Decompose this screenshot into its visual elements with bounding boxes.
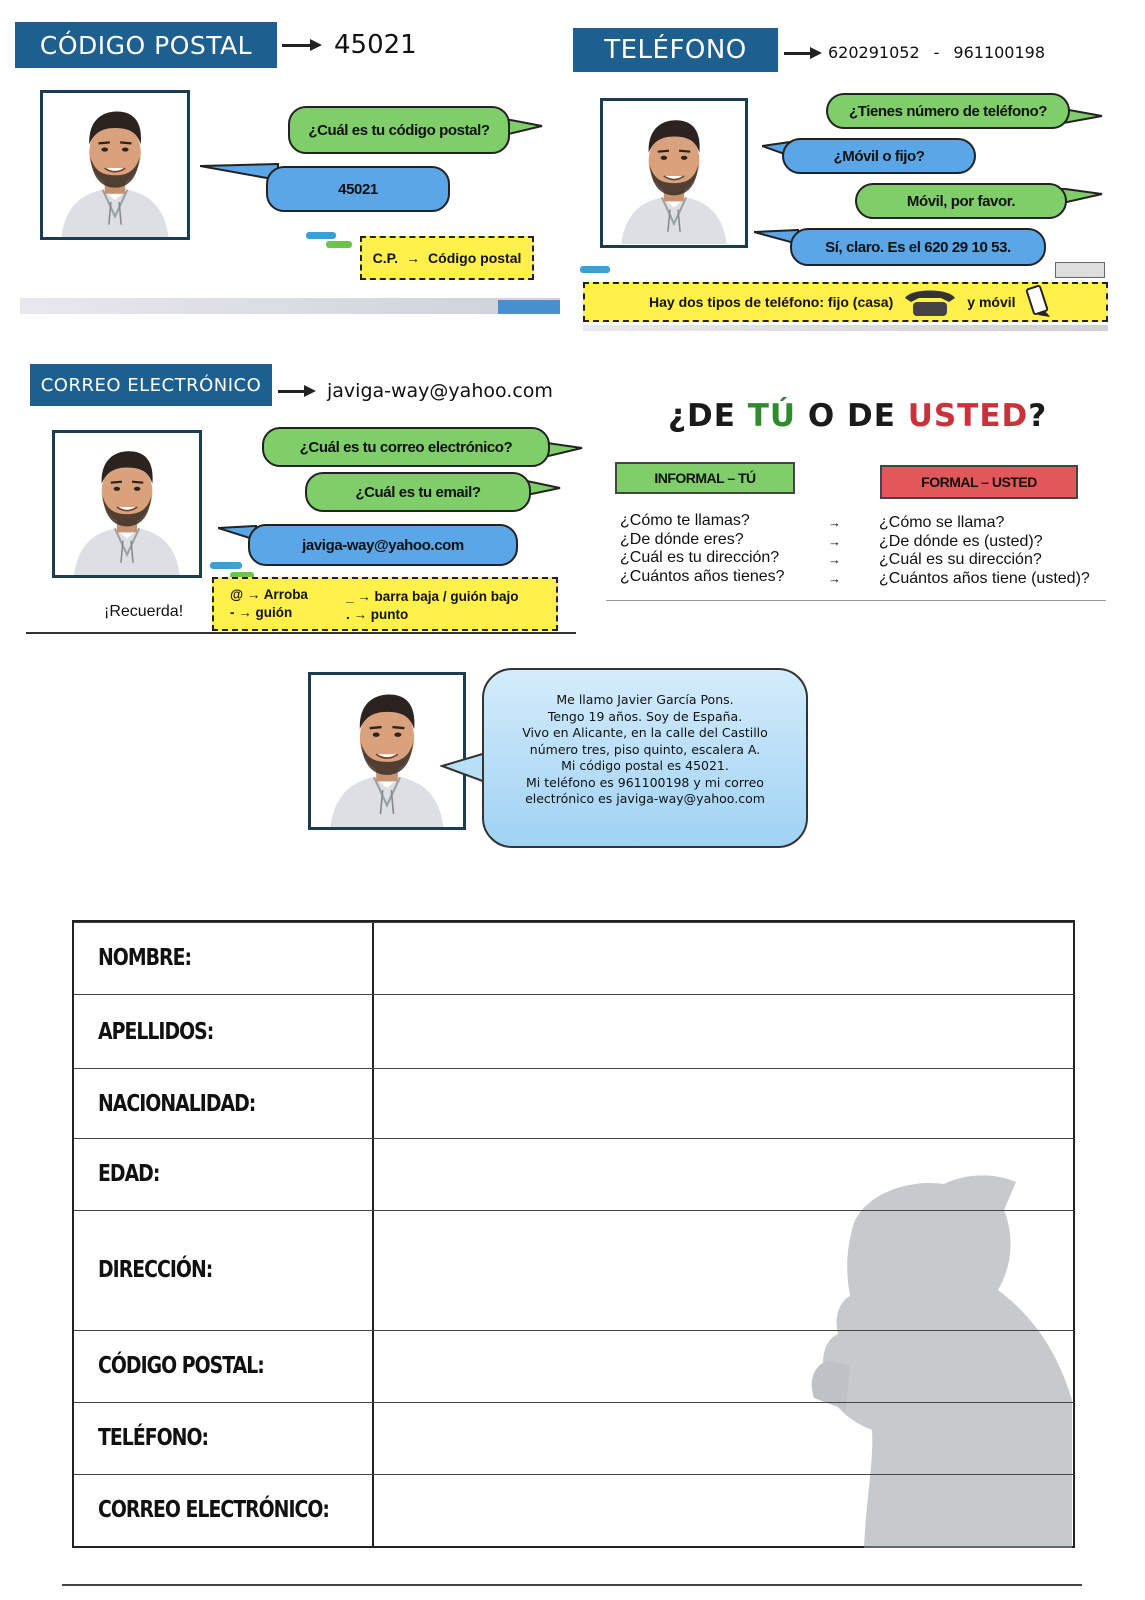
arrow-right-icon: → — [828, 515, 841, 530]
form-row-nacionalidad — [74, 1068, 1074, 1138]
formal-tag: FORMAL – USTED — [880, 465, 1078, 499]
form-row-correo — [74, 1474, 1074, 1548]
phone-bubble-2: ¿Móvil o fijo? — [782, 138, 976, 174]
strip-accent — [498, 300, 560, 314]
informal-tag: INFORMAL – TÚ — [615, 462, 795, 494]
phone-bubble-1: ¿Tienes número de teléfono? — [826, 93, 1070, 129]
form-input-nacionalidad[interactable] — [374, 1069, 1074, 1139]
form-label: NOMBRE: — [98, 945, 192, 971]
note-at: @ → Arroba — [230, 587, 308, 602]
intro-line: Mi código postal es 45021. — [561, 758, 729, 773]
arrow-right-icon: → — [828, 533, 841, 549]
intro-line: Vivo en Alicante, en la calle del Castillo — [522, 725, 768, 740]
arrow-right-icon — [278, 390, 306, 393]
email-symbols-note — [212, 577, 558, 631]
form-input-codigo-postal[interactable] — [374, 1331, 1074, 1403]
phone-header: TELÉFONO — [573, 28, 778, 72]
form-label: APELLIDOS: — [98, 1019, 214, 1045]
divider-line — [26, 632, 576, 634]
informal-question: ¿Cuántos años tienes? — [620, 567, 785, 585]
formal-question: ¿Cómo se llama? — [879, 514, 1005, 531]
intro-line: número tres, piso quinto, escalera A. — [529, 741, 761, 757]
postal-question-bubble: ¿Cuál es tu código postal? — [288, 106, 510, 154]
formal-question: ¿De dónde es (usted)? — [879, 532, 1043, 550]
phone-header-values — [828, 43, 1045, 62]
phone-bubble-4: Sí, claro. Es el 620 29 10 53. — [790, 228, 1046, 266]
form-input-edad[interactable] — [374, 1139, 1074, 1211]
phone-landline-value: 961100198 — [953, 43, 1046, 62]
page-strip — [583, 325, 1108, 331]
form-label: CÓDIGO POSTAL: — [98, 1353, 264, 1379]
form-label: EDAD: — [98, 1161, 160, 1187]
postal-code-header: CÓDIGO POSTAL — [15, 22, 277, 68]
phone-note — [583, 282, 1108, 322]
arrow-right-icon: → — [828, 570, 841, 586]
arrow-right-icon: → — [828, 552, 841, 567]
phone-mobile-value: 620291052 — [828, 43, 920, 62]
note-full: Código postal — [428, 250, 522, 266]
email-bubble-3: javiga-way@yahoo.com — [248, 524, 518, 566]
divider-line — [606, 600, 1106, 601]
note-underscore: _ → barra baja / guión bajo — [346, 589, 519, 604]
page-strip — [20, 298, 560, 314]
marker-decoration — [326, 241, 352, 248]
marker-decoration — [306, 232, 336, 239]
marker-decoration — [210, 562, 242, 569]
form-input-nombre[interactable] — [374, 923, 1074, 995]
bottom-rule — [62, 1584, 1082, 1586]
form-label: NACIONALIDAD: — [98, 1091, 256, 1117]
note-dash: - → guión — [230, 605, 293, 620]
form-input-telefono[interactable] — [374, 1403, 1074, 1475]
form-row-codigo-postal — [74, 1330, 1074, 1402]
portrait-photo — [52, 430, 202, 578]
postal-answer-bubble: 45021 — [266, 166, 450, 212]
form-row-edad — [74, 1138, 1074, 1210]
intro-bubble — [482, 668, 808, 848]
mobile-phone-icon — [1024, 285, 1052, 319]
remember-label: ¡Recuerda! — [104, 603, 184, 620]
form-row-telefono — [74, 1402, 1074, 1474]
arrow-right-icon: → — [406, 250, 421, 266]
phone-note-text-2: y móvil — [967, 294, 1016, 310]
note-dot: . → punto — [346, 607, 409, 622]
form-label: TELÉFONO: — [98, 1425, 209, 1451]
note-abbr: C.P. — [372, 250, 399, 266]
informal-question: ¿Cómo te llamas? — [620, 512, 750, 529]
portrait-photo — [40, 90, 190, 240]
arrow-column — [828, 514, 841, 588]
intro-line: Tengo 19 años. Soy de España. — [547, 708, 743, 724]
personal-data-form — [72, 920, 1075, 1548]
form-input-correo[interactable] — [374, 1475, 1074, 1549]
intro-line: Me llamo Javier García Pons. — [556, 692, 734, 707]
phone-bubble-3: Móvil, por favor. — [855, 183, 1067, 219]
form-input-apellidos[interactable] — [374, 995, 1074, 1069]
email-header-value: javiga-way@yahoo.com — [327, 380, 553, 402]
intro-line: electrónico es javiga-way@yahoo.com — [525, 791, 765, 806]
form-label: CORREO ELECTRÓNICO: — [98, 1497, 329, 1523]
postal-code-value: 45021 — [334, 30, 417, 60]
form-row-nombre — [74, 922, 1074, 994]
email-header: CORREO ELECTRÓNICO — [30, 364, 272, 406]
email-bubble-2: ¿Cuál es tu email? — [305, 472, 531, 512]
cc-badge — [1055, 262, 1105, 278]
intro-line: Mi teléfono es 961100198 y mi correo — [526, 774, 764, 790]
arrow-right-icon — [784, 52, 812, 55]
landline-phone-icon — [901, 286, 959, 318]
informal-question: ¿Cuál es tu dirección? — [620, 549, 780, 566]
postal-note — [360, 236, 534, 280]
formal-question: ¿Cuál es su dirección? — [879, 551, 1042, 568]
phone-separator: - — [933, 43, 940, 62]
portrait-photo — [600, 98, 748, 248]
phone-note-text: Hay dos tipos de teléfono: fijo (casa) — [649, 294, 894, 310]
informal-question: ¿De dónde eres? — [620, 530, 744, 548]
formal-questions — [879, 514, 1090, 588]
form-row-apellidos — [74, 994, 1074, 1068]
tu-usted-title: ¿DE TÚ O DE USTED? — [668, 398, 1048, 434]
form-row-direccion — [74, 1210, 1074, 1330]
marker-decoration — [580, 266, 610, 273]
email-bubble-1: ¿Cuál es tu correo electrónico? — [262, 427, 550, 467]
form-input-direccion[interactable] — [374, 1211, 1074, 1331]
formal-question: ¿Cuántos años tiene (usted)? — [879, 569, 1090, 587]
informal-questions — [620, 512, 785, 586]
form-label: DIRECCIÓN: — [98, 1257, 213, 1283]
arrow-right-icon — [282, 44, 312, 47]
